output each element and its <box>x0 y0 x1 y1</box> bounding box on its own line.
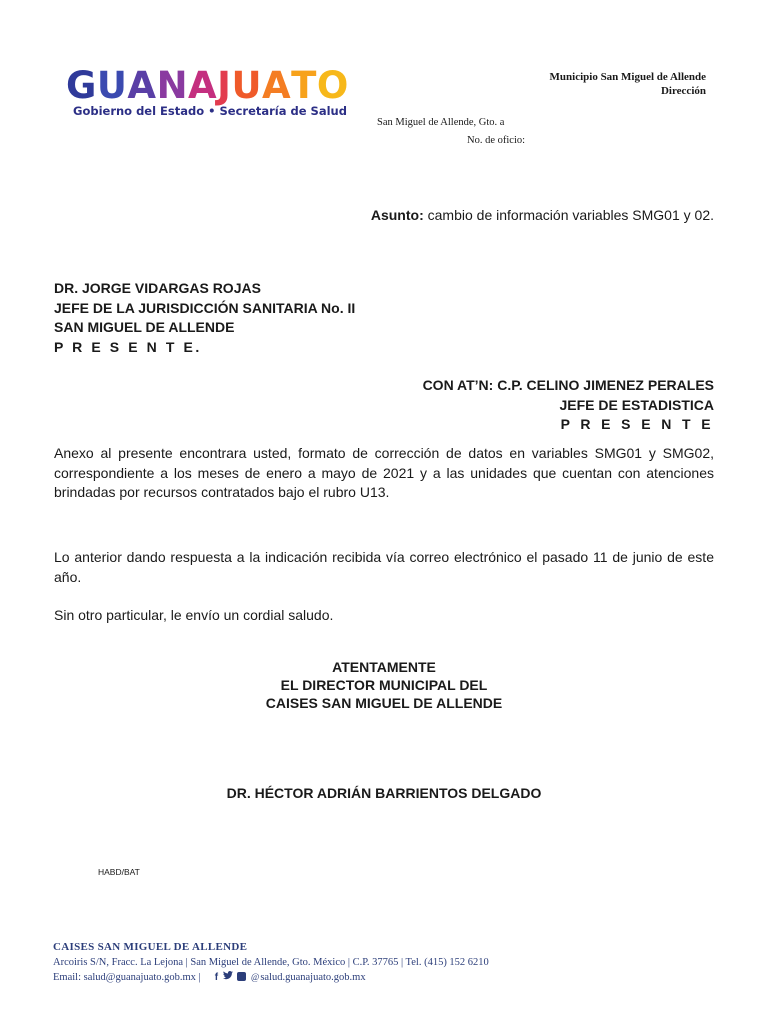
attention-name: CON AT’N: C.P. CELINO JIMENEZ PERALES <box>422 377 714 393</box>
logo-letter: A <box>262 64 292 107</box>
web-icon: @ <box>251 972 260 983</box>
facebook-icon[interactable]: f <box>214 972 219 984</box>
municipio-label: Municipio San Miguel de Allende <box>549 71 706 83</box>
oficio-number-line: No. de oficio: <box>467 135 526 146</box>
logo-wordmark <box>66 66 349 106</box>
recipient-block <box>54 279 355 357</box>
direccion-label: Dirección <box>660 85 706 97</box>
logo-letter: T <box>291 64 317 107</box>
place-date-line: San Miguel de Allende, Gto. a <box>377 117 505 128</box>
subject-line <box>371 207 714 223</box>
subject-text: cambio de información variables SMG01 y 02. <box>423 207 714 223</box>
logo-letter: O <box>316 64 349 107</box>
body-paragraph-1: Anexo al presente encontrara usted, formato de corrección de datos en variables SMG01 y SMG02, correspondiente a los meses de enero a mayo de 2021 y a las unidades que cuentan con atenciones brindadas por recursos contratados bajo el rubro U13. <box>54 445 714 500</box>
reference-initials: HABD/BAT <box>98 867 140 877</box>
recipient-presente: P R E S E N T E. <box>54 338 202 355</box>
recipient-place: SAN MIGUEL DE ALLENDE <box>54 319 235 335</box>
attention-presente: P R E S E N T E <box>560 416 714 432</box>
logo-letter: N <box>156 64 189 107</box>
logo-letter: U <box>231 64 262 107</box>
guanajuato-logo <box>54 60 349 126</box>
logo-letter: A <box>188 64 218 107</box>
instagram-icon[interactable] <box>237 970 246 985</box>
attention-role: JEFE DE ESTADISTICA <box>559 396 714 413</box>
footer-website[interactable]: salud.guanajuato.gob.mx <box>260 972 366 983</box>
recipient-name: DR. JORGE VIDARGAS ROJAS <box>54 280 261 296</box>
footer <box>53 940 489 985</box>
logo-subtitle: Gobierno del Estado • Secretaría de Salud <box>73 104 347 118</box>
body-paragraph-2: Lo anterior dando respuesta a la indicación recibida vía correo electrónico el pasado 11 de junio de este año. <box>54 549 714 585</box>
footer-contact <box>53 970 489 985</box>
footer-address: Arcoiris S/N, Fracc. La Lejona | San Miguel de Allende, Gto. México | C.P. 37765 | Tel. (415) 152 6210 <box>53 957 489 968</box>
twitter-icon[interactable] <box>223 970 233 985</box>
logo-letter: J <box>217 64 232 107</box>
attention-block <box>423 376 714 435</box>
footer-email: Email: salud@guanajuato.gob.mx | <box>53 972 201 983</box>
logo-letter: U <box>96 64 128 107</box>
logo-letter: G <box>66 64 97 107</box>
closing-institution: CAISES SAN MIGUEL DE ALLENDE <box>265 695 503 711</box>
recipient-role: JEFE DE LA JURISDICCIÓN SANITARIA No. II <box>54 299 356 316</box>
subject-label: Asunto: <box>370 207 424 223</box>
closing-atentamente: ATENTAMENTE <box>332 659 436 675</box>
signer-name: DR. HÉCTOR ADRIÁN BARRIENTOS DELGADO <box>226 785 542 801</box>
header-department <box>550 70 706 98</box>
closing-block <box>54 658 714 712</box>
closing-title: EL DIRECTOR MUNICIPAL DEL <box>280 677 488 693</box>
logo-letter: A <box>127 64 157 107</box>
body-paragraph-3: Sin otro particular, le envío un cordial saludo. <box>54 607 334 623</box>
footer-title: CAISES SAN MIGUEL DE ALLENDE <box>53 941 248 953</box>
